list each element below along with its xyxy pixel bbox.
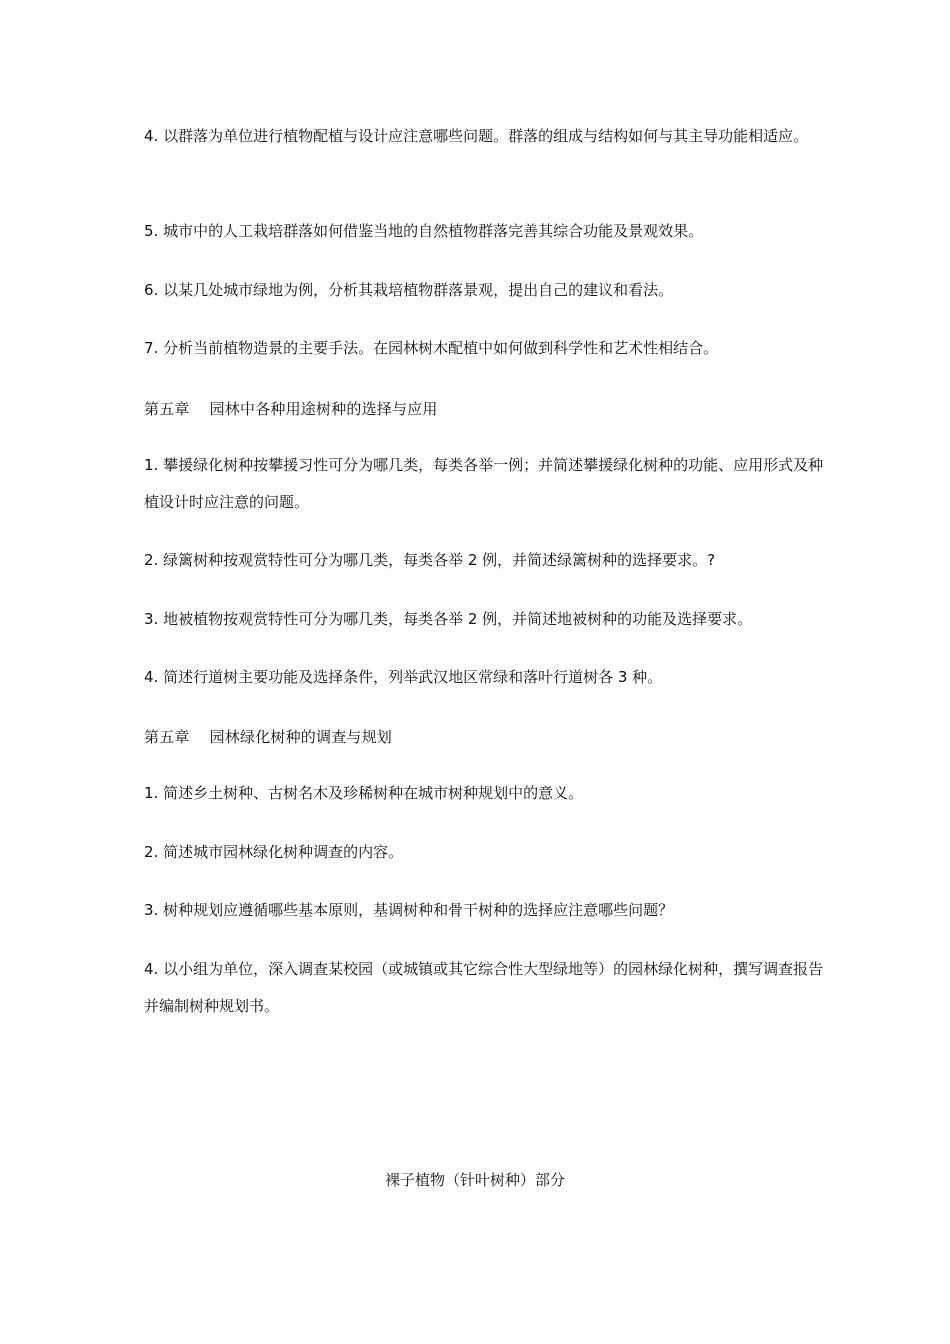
- question-5-artificial-community: 5. 城市中的人工栽培群落如何借鉴当地的自然植物群落完善其综合功能及景观效果。: [144, 222, 704, 240]
- question-1-native-trees: 1. 简述乡土树种、古树名木及珍稀树种在城市树种规划中的意义。: [144, 784, 584, 802]
- chapter-title: 园林绿化树种的调查与规划: [209, 728, 393, 746]
- question-4-community: 4. 以群落为单位进行植物配植与设计应注意哪些问题。群落的组成与结构如何与其主导功能相适应。: [144, 127, 809, 145]
- chapter-heading-survey: [144, 727, 392, 747]
- chapter-heading-tree-use: [144, 399, 438, 419]
- part-title: 裸子植物（针叶树种）部分: [384, 1171, 565, 1189]
- question-6-green-space: 6. 以某几处城市绿地为例，分析其栽培植物群落景观，提出自己的建议和看法。: [144, 281, 674, 299]
- chapter-title: 园林中各种用途树种的选择与应用: [209, 400, 438, 418]
- question-4-street-trees: 4. 简述行道树主要功能及选择条件，列举武汉地区常绿和落叶行道树各 3 种。: [144, 668, 663, 686]
- question-3-planning-principles: 3. 树种规划应遵循哪些基本原则，基调树种和骨干树种的选择应注意哪些问题？: [144, 901, 674, 919]
- question-3-ground-cover: 3. 地被植物按观赏特性可分为哪几类，每类各举 2 例，并简述地被树种的功能及选择要求。: [144, 610, 753, 628]
- chapter-number: 第五章: [144, 400, 190, 418]
- question-7-landscaping: 7. 分析当前植物造景的主要手法。在园林树木配植中如何做到科学性和艺术性相结合。: [144, 339, 719, 357]
- question-1-climbing-plants: 1. 攀援绿化树种按攀援习性可分为哪几类，每类各举一例；并简述攀援绿化树种的功能、应用形式及种植设计时应注意的问题。: [144, 456, 824, 511]
- question-2-survey-content: 2. 简述城市园林绿化树种调查的内容。: [144, 843, 404, 861]
- question-4-campus-survey: 4. 以小组为单位，深入调查某校园（或城镇或其它综合性大型绿地等）的园林绿化树种，撰写调查报告并编制树种规划书。: [144, 960, 824, 1015]
- chapter-number: 第五章: [144, 728, 190, 746]
- question-2-hedge: 2. 绿篱树种按观赏特性可分为哪几类，每类各举 2 例，并简述绿篱树种的选择要求。?: [144, 551, 716, 569]
